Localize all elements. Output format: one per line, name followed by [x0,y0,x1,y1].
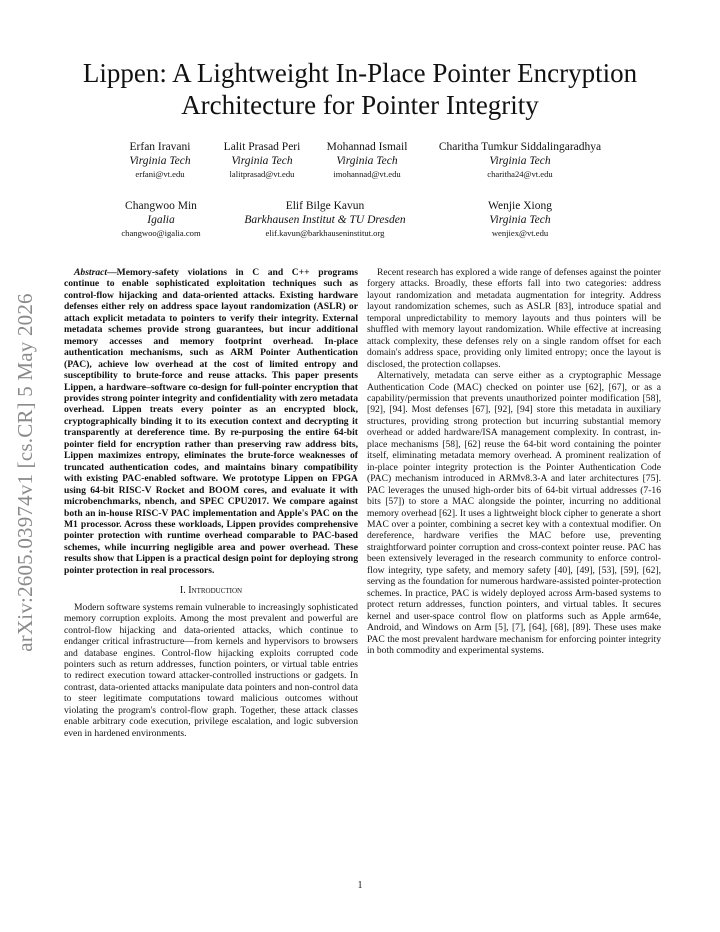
abstract [64,267,358,576]
author-name: Mohannad Ismail [326,141,408,153]
author-email: imohannad@vt.edu [333,169,401,179]
author-affiliation: Virginia Tech [336,155,398,167]
left-column [64,267,358,739]
author-name: Lalit Prasad Peri [223,141,301,153]
intro-paragraph-3: Alternatively, metadata can serve either as a cryptographic Message Authentication Code (MAC) checked on pointer use [62], [67], or as a capability/permission that prevents unauthorized pointer modification [58], [92], [94]. Most defenses [67], [92], [94] store this metadata in auxiliary structures, providing strong protection but incurring substantial memory overhead or added hardware/ISA management complexity. In contrast, in-place mechanisms [58], [62] reuse the 64-bit word containing the pointer itself, eliminating metadata memory overhead. A prominent realization of in-place pointer integrity protection is the Pointer Authentication Code (PAC) mechanism introduced in ARMv8.3-A and later architectures [75]. PAC leverages the unused high-order bits of 64-bit virtual addresses (7-16 bits [57]) to store a MAC alongside the pointer, incurring no additional memory overhead [62]. It uses a lightweight block cipher to generate a short MAC over a pointer, combining a secret key with a contextual modifier. On dereference, hardware verifies the MAC before use, preventing straightforward pointer corruption and cross-context pointer reuse. PAC has been extensively leveraged in the research community to enforce control-flow integrity, type safety, and memory safety [40], [49], [53], [59], [62], serving as the foundation for numerous hardware-assisted pointer-protection schemes. In practice, PAC is widely deployed across Arm-based systems to protect return addresses, function pointers, and virtual tables. It secures kernel and user-space control flow on platforms such as Apple arm64e, Android, and Windows on Arm [5], [7], [64], [68], [89]. These uses make PAC the most prevalent hardware mechanism for enforcing pointer integrity in both commodity and experimental systems. [367,370,661,656]
author-affiliation: Virginia Tech [489,155,551,167]
author-block [439,140,601,181]
intro-paragraph-2: Recent research has explored a wide range of defenses against the pointer forgery attacks. Broadly, these efforts fall into two categories: address layout randomization and metadata augmentation for integrity. Address layout randomization schemes, such as ASLR [83], introduce spatial and temporal unpredictability to memory layouts and thus pointers will be shuffled with memory layout randomization. While effective at increasing attack complexity, these defenses rely on a single random offset for each domain's address space, providing only limited entropy; once the layout is disclosed, the protection collapses. [367,267,661,370]
section-heading-introduction: I. Introduction [179,585,243,597]
author-email: lalitprasad@vt.edu [229,169,295,179]
author-affiliation: Virginia Tech [231,155,293,167]
author-affiliation: Barkhausen Institut & TU Dresden [244,214,406,226]
author-name: Elif Bilge Kavun [285,200,365,212]
author-email: wenjiex@vt.edu [491,228,549,238]
author-email: erfani@vt.edu [135,169,185,179]
author-affiliation: Virginia Tech [489,214,551,226]
author-email: elif.kavun@barkhauseninstitut.org [265,228,385,238]
author-block [224,140,301,181]
author-affiliation: Igalia [147,214,175,226]
arxiv-identifier-text: arXiv:2605.03974v1 [cs.CR] 5 May 2026 [12,292,37,652]
author-affiliation: Virginia Tech [129,155,191,167]
author-email: changwoo@igalia.com [121,228,201,238]
author-block [129,140,190,181]
page-number: 1 [357,880,363,891]
author-name: Erfan Iravani [129,141,191,153]
abstract-lead: Abstract [74,267,108,278]
intro-paragraph-1: Modern software systems remain vulnerable to increasingly sophisticated memory corruption exploits. Among the most prevalent and powerful are control-flow hijacking and data-oriented attacks, which continue to endanger critical infrastructure—from kernels and hypervisors to browsers and database engines. Control-flow hijacking exploits corrupted code pointers such as return addresses, function pointers, or virtual table entries to redirect execution toward attacker-controlled instructions or gadgets. In contrast, data-oriented attacks manipulate data pointers and non-control data to steer legitimate computations toward malicious outcomes without violating the program's control-flow graph. Together, these attack classes enable arbitrary code execution, privilege escalation, and logic subversion even in hardened environments. [64,601,358,739]
author-name: Charitha Tumkur Siddalingaradhya [438,141,602,153]
author-block [327,140,408,181]
author-name: Wenjie Xiong [488,200,552,212]
paper-title: Lippen: A Lightweight In-Place Pointer Encryption Architecture for Pointer Integrity [82,58,638,120]
author-block [244,199,405,240]
author-block [488,199,552,240]
author-name: Changwoo Min [125,200,197,212]
abstract-text: —Memory-safety violations in C and C++ programs continue to enable sophisticated exploitation techniques such as control-flow hijacking and data-oriented attacks. Existing hardware defenses either rely on address space layout randomization (ASLR) or attach explicit metadata to pointers to verify their integrity. External metadata schemes provide strong guarantees, but incur additional memory accesses and memory footprint overhead. In-place authentication mechanisms, such as ARM Pointer Authentication (PAC), achieve low overhead at the cost of limited entropy and susceptibility to brute-force and reuse attacks. This paper presents Lippen, a hardware–software co-design for full-pointer encryption that provides strong pointer integrity and confidentiality with zero metadata overhead. Lippen treats every pointer as an encrypted block, cryptographically binding it to its execution context and decrypting it transparently at dereference time. By re-purposing the entire 64-bit pointer field for encryption rather than preserving raw address bits, Lippen maximizes entropy, eliminates the brute-force weaknesses of truncated authentication codes, and maintains binary compatibility with existing PAC-enabled software. We prototype Lippen on FPGA using 64-bit RISC-V Rocket and BOOM cores, and evaluate it with microbenchmarks, nbench, and SPEC CPU2017. We compare against both an in-house RISC-V PAC implementation and Apple's PAC on the M1 processor. Across these workloads, Lippen provides comprehensive pointer protection with runtime overhead comparable to PAC-based schemes, while incurring negligible area and power overhead. These results show that Lippen is a practical design point for deploying strong pointer protection in real processors. [64,267,358,576]
author-email: charitha24@vt.edu [487,169,553,179]
author-block [121,199,200,240]
arxiv-identifier [8,262,42,682]
right-column [367,267,661,656]
